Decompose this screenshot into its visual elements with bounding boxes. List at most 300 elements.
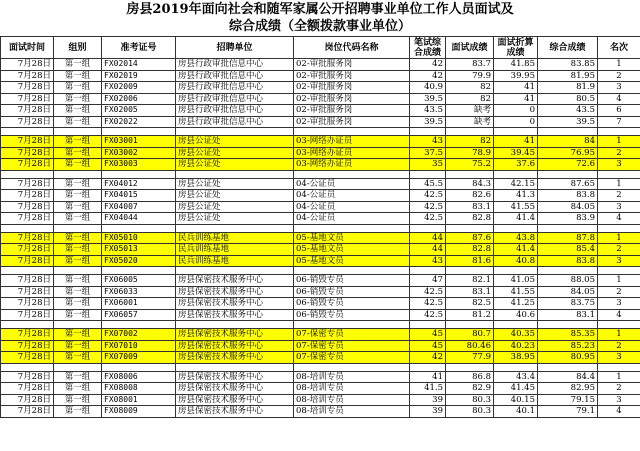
cell-ticket: FX02014 bbox=[102, 59, 176, 71]
cell-interview: 缺考 bbox=[446, 105, 494, 117]
cell-total: 43.5 bbox=[538, 105, 598, 117]
cell-converted: 40.15 bbox=[494, 394, 538, 406]
cell-employer: 民兵训练基地 bbox=[176, 255, 294, 267]
cell-written: 44 bbox=[410, 232, 446, 244]
cell-date: 7月28日 bbox=[1, 383, 54, 395]
cell-position: 06-销毁专员 bbox=[294, 309, 410, 321]
cell-converted: 40.6 bbox=[494, 309, 538, 321]
header-interview-converted: 面试折算成绩 bbox=[494, 37, 538, 59]
cell-interview: 82.9 bbox=[446, 383, 494, 395]
cell-rank: 1 bbox=[598, 371, 640, 383]
cell-position: 02-审批服务岗 bbox=[294, 70, 410, 82]
cell-converted: 39.45 bbox=[494, 147, 538, 159]
header-written-score: 笔试综合成绩 bbox=[410, 37, 446, 59]
separator-cell bbox=[538, 128, 598, 136]
cell-group: 第一组 bbox=[54, 70, 102, 82]
separator-cell bbox=[294, 128, 410, 136]
table-row bbox=[1, 70, 640, 82]
cell-written: 41 bbox=[410, 371, 446, 383]
cell-group: 第一组 bbox=[54, 371, 102, 383]
cell-date: 7月28日 bbox=[1, 371, 54, 383]
cell-rank: 3 bbox=[598, 255, 640, 267]
cell-interview: 86.8 bbox=[446, 371, 494, 383]
table-row bbox=[1, 232, 640, 244]
cell-rank: 1 bbox=[598, 275, 640, 287]
cell-converted: 41.4 bbox=[494, 244, 538, 256]
cell-ticket: FX02019 bbox=[102, 70, 176, 82]
cell-written: 42 bbox=[410, 59, 446, 71]
cell-converted: 41.3 bbox=[494, 190, 538, 202]
cell-group: 第一组 bbox=[54, 82, 102, 94]
table-row bbox=[1, 178, 640, 190]
cell-employer: 房县保密技术服务中心 bbox=[176, 394, 294, 406]
cell-total: 84.05 bbox=[538, 286, 598, 298]
cell-converted: 40.1 bbox=[494, 406, 538, 418]
separator-cell bbox=[1, 363, 54, 371]
cell-converted: 0 bbox=[494, 116, 538, 128]
cell-employer: 房县公证处 bbox=[176, 147, 294, 159]
header-interview-date: 面试时间 bbox=[1, 37, 54, 59]
table-row bbox=[1, 286, 640, 298]
cell-rank: 1 bbox=[598, 136, 640, 148]
cell-written: 42.5 bbox=[410, 213, 446, 225]
separator-cell bbox=[598, 363, 640, 371]
cell-interview: 82.8 bbox=[446, 244, 494, 256]
cell-ticket: FX03003 bbox=[102, 159, 176, 171]
cell-position: 02-审批服务岗 bbox=[294, 116, 410, 128]
cell-position: 05-基地文员 bbox=[294, 232, 410, 244]
cell-rank: 3 bbox=[598, 298, 640, 310]
cell-ticket: FX06005 bbox=[102, 275, 176, 287]
separator-cell bbox=[494, 128, 538, 136]
cell-employer: 房县行政审批信息中心 bbox=[176, 82, 294, 94]
group-separator-row bbox=[1, 267, 640, 275]
cell-employer: 房县行政审批信息中心 bbox=[176, 105, 294, 117]
table-row bbox=[1, 352, 640, 364]
cell-date: 7月28日 bbox=[1, 93, 54, 105]
cell-employer: 民兵训练基地 bbox=[176, 244, 294, 256]
cell-group: 第一组 bbox=[54, 286, 102, 298]
separator-cell bbox=[54, 224, 102, 232]
cell-date: 7月28日 bbox=[1, 82, 54, 94]
table-row bbox=[1, 309, 640, 321]
cell-position: 04-公证员 bbox=[294, 201, 410, 213]
group-separator-row bbox=[1, 128, 640, 136]
cell-written: 42 bbox=[410, 70, 446, 82]
separator-cell bbox=[54, 170, 102, 178]
cell-date: 7月28日 bbox=[1, 136, 54, 148]
header-interview-score: 面试成绩 bbox=[446, 37, 494, 59]
table-row bbox=[1, 406, 640, 418]
cell-rank: 3 bbox=[598, 159, 640, 171]
separator-cell bbox=[102, 224, 176, 232]
cell-rank: 2 bbox=[598, 340, 640, 352]
cell-group: 第一组 bbox=[54, 329, 102, 341]
cell-position: 07-保密专员 bbox=[294, 329, 410, 341]
cell-group: 第一组 bbox=[54, 352, 102, 364]
cell-ticket: FX08008 bbox=[102, 383, 176, 395]
cell-rank: 1 bbox=[598, 59, 640, 71]
cell-employer: 房县公证处 bbox=[176, 213, 294, 225]
cell-position: 04-公证员 bbox=[294, 213, 410, 225]
cell-converted: 41 bbox=[494, 136, 538, 148]
cell-interview: 80.7 bbox=[446, 329, 494, 341]
cell-ticket: FX06033 bbox=[102, 286, 176, 298]
separator-cell bbox=[598, 224, 640, 232]
cell-converted: 42.15 bbox=[494, 178, 538, 190]
cell-written: 41.5 bbox=[410, 383, 446, 395]
cell-converted: 38.95 bbox=[494, 352, 538, 364]
cell-interview: 83.1 bbox=[446, 201, 494, 213]
cell-total: 84 bbox=[538, 136, 598, 148]
separator-cell bbox=[1, 321, 54, 329]
cell-date: 7月28日 bbox=[1, 298, 54, 310]
cell-total: 80.95 bbox=[538, 352, 598, 364]
cell-group: 第一组 bbox=[54, 178, 102, 190]
cell-position: 06-销毁专员 bbox=[294, 286, 410, 298]
cell-employer: 房县保密技术服务中心 bbox=[176, 286, 294, 298]
header-position: 岗位代码名称 bbox=[294, 37, 410, 59]
separator-cell bbox=[598, 321, 640, 329]
cell-group: 第一组 bbox=[54, 201, 102, 213]
cell-employer: 房县保密技术服务中心 bbox=[176, 340, 294, 352]
cell-interview: 82 bbox=[446, 93, 494, 105]
cell-group: 第一组 bbox=[54, 59, 102, 71]
cell-converted: 41.85 bbox=[494, 59, 538, 71]
cell-date: 7月28日 bbox=[1, 105, 54, 117]
separator-cell bbox=[410, 321, 446, 329]
cell-converted: 40.23 bbox=[494, 340, 538, 352]
cell-rank: 3 bbox=[598, 82, 640, 94]
cell-interview: 75.2 bbox=[446, 159, 494, 171]
separator-cell bbox=[176, 267, 294, 275]
table-row bbox=[1, 383, 640, 395]
cell-written: 42 bbox=[410, 352, 446, 364]
cell-group: 第一组 bbox=[54, 105, 102, 117]
cell-position: 06-销毁专员 bbox=[294, 275, 410, 287]
table-row bbox=[1, 255, 640, 267]
separator-cell bbox=[54, 321, 102, 329]
cell-position: 03-网络办证员 bbox=[294, 136, 410, 148]
cell-position: 05-基地文员 bbox=[294, 244, 410, 256]
table-row bbox=[1, 136, 640, 148]
cell-written: 42.5 bbox=[410, 309, 446, 321]
cell-date: 7月28日 bbox=[1, 147, 54, 159]
cell-date: 7月28日 bbox=[1, 340, 54, 352]
table-row bbox=[1, 371, 640, 383]
cell-position: 03-网络办证员 bbox=[294, 147, 410, 159]
separator-cell bbox=[294, 321, 410, 329]
cell-interview: 77.9 bbox=[446, 352, 494, 364]
cell-group: 第一组 bbox=[54, 190, 102, 202]
cell-interview: 82.6 bbox=[446, 190, 494, 202]
separator-cell bbox=[102, 267, 176, 275]
table-row bbox=[1, 298, 640, 310]
separator-cell bbox=[176, 170, 294, 178]
cell-position: 02-审批服务岗 bbox=[294, 105, 410, 117]
cell-employer: 房县行政审批信息中心 bbox=[176, 116, 294, 128]
cell-group: 第一组 bbox=[54, 255, 102, 267]
cell-rank: 4 bbox=[598, 309, 640, 321]
cell-position: 06-销毁专员 bbox=[294, 298, 410, 310]
cell-written: 39.5 bbox=[410, 93, 446, 105]
cell-ticket: FX03001 bbox=[102, 136, 176, 148]
cell-rank: 2 bbox=[598, 244, 640, 256]
cell-written: 39 bbox=[410, 394, 446, 406]
cell-employer: 房县保密技术服务中心 bbox=[176, 352, 294, 364]
cell-group: 第一组 bbox=[54, 298, 102, 310]
cell-date: 7月28日 bbox=[1, 244, 54, 256]
cell-ticket: FX07010 bbox=[102, 340, 176, 352]
cell-total: 85.4 bbox=[538, 244, 598, 256]
separator-cell bbox=[294, 224, 410, 232]
cell-written: 39 bbox=[410, 406, 446, 418]
cell-total: 81.95 bbox=[538, 70, 598, 82]
cell-group: 第一组 bbox=[54, 383, 102, 395]
cell-employer: 房县保密技术服务中心 bbox=[176, 309, 294, 321]
cell-converted: 41 bbox=[494, 82, 538, 94]
cell-date: 7月28日 bbox=[1, 178, 54, 190]
cell-group: 第一组 bbox=[54, 136, 102, 148]
cell-total: 82.95 bbox=[538, 383, 598, 395]
cell-total: 87.65 bbox=[538, 178, 598, 190]
cell-converted: 41.4 bbox=[494, 213, 538, 225]
separator-cell bbox=[176, 128, 294, 136]
separator-cell bbox=[538, 363, 598, 371]
separator-cell bbox=[494, 170, 538, 178]
cell-total: 79.1 bbox=[538, 406, 598, 418]
cell-ticket: FX03002 bbox=[102, 147, 176, 159]
cell-rank: 3 bbox=[598, 352, 640, 364]
separator-cell bbox=[494, 363, 538, 371]
table-row bbox=[1, 201, 640, 213]
header-row bbox=[1, 37, 640, 59]
cell-position: 02-审批服务岗 bbox=[294, 82, 410, 94]
cell-written: 42.5 bbox=[410, 201, 446, 213]
separator-cell bbox=[1, 267, 54, 275]
header-rank: 名次 bbox=[598, 37, 640, 59]
cell-group: 第一组 bbox=[54, 147, 102, 159]
separator-cell bbox=[54, 267, 102, 275]
cell-group: 第一组 bbox=[54, 244, 102, 256]
table-row bbox=[1, 147, 640, 159]
cell-written: 44 bbox=[410, 244, 446, 256]
cell-total: 83.1 bbox=[538, 309, 598, 321]
cell-ticket: FX05020 bbox=[102, 255, 176, 267]
cell-employer: 房县保密技术服务中心 bbox=[176, 406, 294, 418]
cell-interview: 82.8 bbox=[446, 213, 494, 225]
cell-converted: 41.05 bbox=[494, 275, 538, 287]
separator-cell bbox=[446, 321, 494, 329]
cell-total: 88.05 bbox=[538, 275, 598, 287]
table-row bbox=[1, 190, 640, 202]
cell-position: 08-培训专员 bbox=[294, 383, 410, 395]
cell-group: 第一组 bbox=[54, 309, 102, 321]
cell-converted: 0 bbox=[494, 105, 538, 117]
cell-total: 85.23 bbox=[538, 340, 598, 352]
document-title bbox=[0, 0, 640, 36]
cell-converted: 41.55 bbox=[494, 201, 538, 213]
cell-employer: 房县行政审批信息中心 bbox=[176, 93, 294, 105]
cell-date: 7月28日 bbox=[1, 286, 54, 298]
cell-employer: 房县行政审批信息中心 bbox=[176, 59, 294, 71]
table-row bbox=[1, 340, 640, 352]
cell-employer: 房县公证处 bbox=[176, 178, 294, 190]
cell-position: 02-审批服务岗 bbox=[294, 59, 410, 71]
cell-written: 42.5 bbox=[410, 298, 446, 310]
table-row bbox=[1, 275, 640, 287]
group-separator-row bbox=[1, 321, 640, 329]
group-separator-row bbox=[1, 170, 640, 178]
separator-cell bbox=[494, 224, 538, 232]
table-row bbox=[1, 244, 640, 256]
table-row bbox=[1, 82, 640, 94]
separator-cell bbox=[176, 363, 294, 371]
cell-total: 83.8 bbox=[538, 190, 598, 202]
cell-interview: 79.9 bbox=[446, 70, 494, 82]
cell-total: 72.6 bbox=[538, 159, 598, 171]
cell-date: 7月28日 bbox=[1, 213, 54, 225]
cell-date: 7月28日 bbox=[1, 201, 54, 213]
cell-converted: 41.45 bbox=[494, 383, 538, 395]
cell-total: 83.8 bbox=[538, 255, 598, 267]
table-body bbox=[1, 59, 640, 418]
header-group: 组别 bbox=[54, 37, 102, 59]
cell-total: 79.15 bbox=[538, 394, 598, 406]
cell-employer: 民兵训练基地 bbox=[176, 232, 294, 244]
group-separator-row bbox=[1, 363, 640, 371]
cell-total: 85.35 bbox=[538, 329, 598, 341]
separator-cell bbox=[538, 267, 598, 275]
cell-employer: 房县保密技术服务中心 bbox=[176, 371, 294, 383]
cell-converted: 37.6 bbox=[494, 159, 538, 171]
separator-cell bbox=[176, 321, 294, 329]
cell-group: 第一组 bbox=[54, 340, 102, 352]
cell-converted: 39.95 bbox=[494, 70, 538, 82]
cell-rank: 1 bbox=[598, 232, 640, 244]
cell-total: 76.95 bbox=[538, 147, 598, 159]
cell-date: 7月28日 bbox=[1, 190, 54, 202]
cell-position: 04-公证员 bbox=[294, 190, 410, 202]
header-employer: 招聘单位 bbox=[176, 37, 294, 59]
cell-position: 05-基地文员 bbox=[294, 255, 410, 267]
cell-date: 7月28日 bbox=[1, 406, 54, 418]
cell-employer: 房县公证处 bbox=[176, 190, 294, 202]
separator-cell bbox=[446, 170, 494, 178]
cell-interview: 81.6 bbox=[446, 255, 494, 267]
cell-employer: 房县公证处 bbox=[176, 201, 294, 213]
cell-group: 第一组 bbox=[54, 406, 102, 418]
cell-group: 第一组 bbox=[54, 232, 102, 244]
cell-rank: 6 bbox=[598, 105, 640, 117]
cell-interview: 80.3 bbox=[446, 406, 494, 418]
separator-cell bbox=[102, 321, 176, 329]
cell-rank: 2 bbox=[598, 383, 640, 395]
cell-ticket: FX08001 bbox=[102, 394, 176, 406]
separator-cell bbox=[538, 170, 598, 178]
table-row bbox=[1, 59, 640, 71]
cell-converted: 41.25 bbox=[494, 298, 538, 310]
table-row bbox=[1, 213, 640, 225]
cell-ticket: FX04044 bbox=[102, 213, 176, 225]
cell-ticket: FX04015 bbox=[102, 190, 176, 202]
cell-written: 45.5 bbox=[410, 178, 446, 190]
cell-interview: 87.6 bbox=[446, 232, 494, 244]
cell-employer: 房县保密技术服务中心 bbox=[176, 298, 294, 310]
cell-ticket: FX08009 bbox=[102, 406, 176, 418]
separator-cell bbox=[294, 267, 410, 275]
cell-ticket: FX02005 bbox=[102, 105, 176, 117]
cell-interview: 78.9 bbox=[446, 147, 494, 159]
separator-cell bbox=[102, 128, 176, 136]
cell-position: 07-保密专员 bbox=[294, 340, 410, 352]
cell-total: 84.05 bbox=[538, 201, 598, 213]
cell-ticket: FX04012 bbox=[102, 178, 176, 190]
cell-interview: 83.1 bbox=[446, 286, 494, 298]
separator-cell bbox=[176, 224, 294, 232]
cell-rank: 1 bbox=[598, 178, 640, 190]
separator-cell bbox=[598, 267, 640, 275]
cell-written: 35 bbox=[410, 159, 446, 171]
cell-interview: 缺考 bbox=[446, 116, 494, 128]
cell-group: 第一组 bbox=[54, 159, 102, 171]
cell-rank: 7 bbox=[598, 116, 640, 128]
separator-cell bbox=[294, 170, 410, 178]
cell-rank: 3 bbox=[598, 394, 640, 406]
cell-written: 45 bbox=[410, 329, 446, 341]
cell-position: 02-审批服务岗 bbox=[294, 93, 410, 105]
cell-position: 08-培训专员 bbox=[294, 406, 410, 418]
separator-cell bbox=[410, 224, 446, 232]
cell-interview: 80.46 bbox=[446, 340, 494, 352]
cell-total: 83.75 bbox=[538, 298, 598, 310]
cell-date: 7月28日 bbox=[1, 70, 54, 82]
table-row bbox=[1, 394, 640, 406]
separator-cell bbox=[538, 321, 598, 329]
cell-interview: 82.1 bbox=[446, 275, 494, 287]
cell-employer: 房县保密技术服务中心 bbox=[176, 329, 294, 341]
results-table bbox=[0, 36, 640, 418]
cell-rank: 4 bbox=[598, 93, 640, 105]
cell-ticket: FX02006 bbox=[102, 93, 176, 105]
separator-cell bbox=[446, 128, 494, 136]
separator-cell bbox=[598, 170, 640, 178]
cell-ticket: FX08006 bbox=[102, 371, 176, 383]
cell-rank: 3 bbox=[598, 201, 640, 213]
separator-cell bbox=[102, 170, 176, 178]
cell-converted: 43.4 bbox=[494, 371, 538, 383]
cell-rank: 4 bbox=[598, 213, 640, 225]
cell-date: 7月28日 bbox=[1, 59, 54, 71]
separator-cell bbox=[494, 267, 538, 275]
cell-interview: 82 bbox=[446, 136, 494, 148]
cell-converted: 40.35 bbox=[494, 329, 538, 341]
cell-converted: 41 bbox=[494, 93, 538, 105]
separator-cell bbox=[410, 128, 446, 136]
cell-position: 04-公证员 bbox=[294, 178, 410, 190]
separator-cell bbox=[446, 224, 494, 232]
cell-employer: 房县保密技术服务中心 bbox=[176, 383, 294, 395]
cell-written: 42.5 bbox=[410, 286, 446, 298]
cell-group: 第一组 bbox=[54, 93, 102, 105]
cell-group: 第一组 bbox=[54, 275, 102, 287]
cell-date: 7月28日 bbox=[1, 116, 54, 128]
cell-date: 7月28日 bbox=[1, 275, 54, 287]
separator-cell bbox=[1, 224, 54, 232]
cell-interview: 82 bbox=[446, 82, 494, 94]
cell-position: 07-保密专员 bbox=[294, 352, 410, 364]
separator-cell bbox=[446, 363, 494, 371]
